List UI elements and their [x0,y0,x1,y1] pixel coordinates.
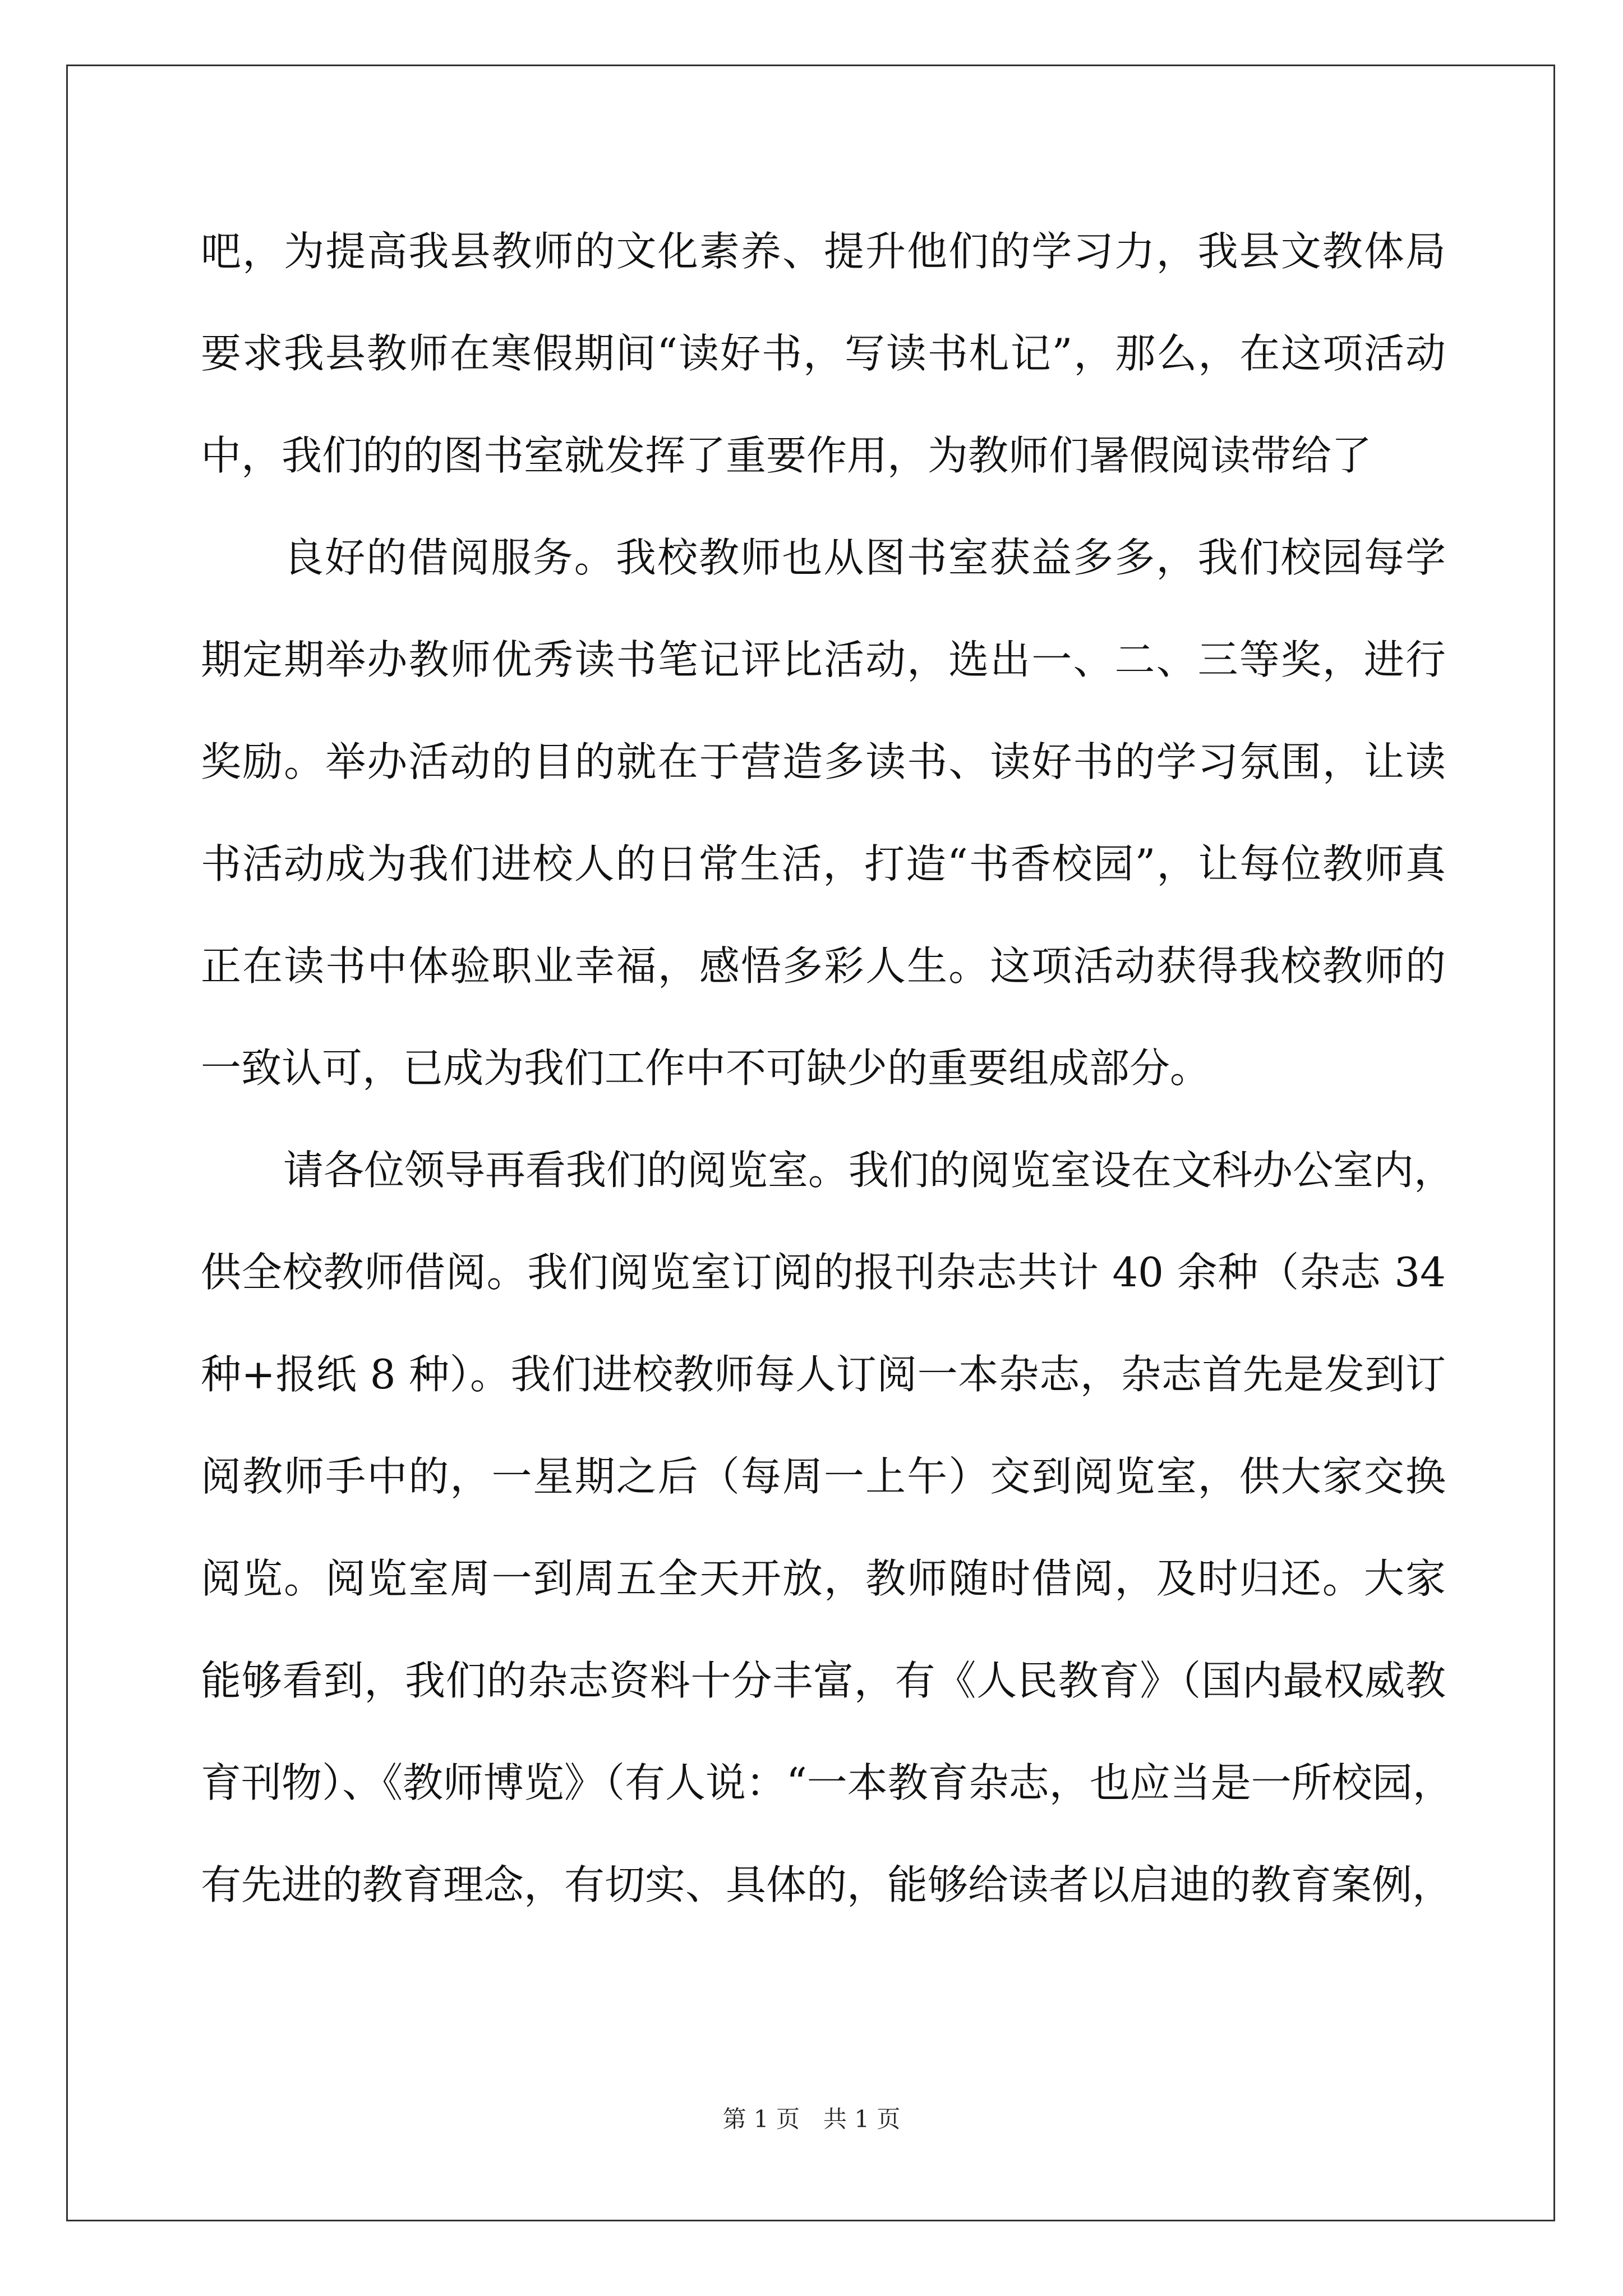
text-line: 吧，为提高我县教师的文化素养、提升他们的学习力，我县文教体局 [201,228,1446,275]
text-line: 阅教师手中的，一星期之后（每周一上午）交到阅览室，供大家交换 [201,1453,1446,1500]
page-number-footer: 第 1 页 共 1 页 [722,2105,901,2133]
text-line: 阅览。阅览室周一到周五全天开放，教师随时借阅，及时归还。大家 [201,1555,1446,1602]
text-line: 奖励。举办活动的目的就在于营造多读书、读好书的学习氛围，让读 [201,738,1446,785]
text-line: 正在读书中体验职业幸福，感悟多彩人生。这项活动获得我校教师的 [201,942,1446,990]
text-line: 一致认可，已成为我们工作中不可缺少的重要组成部分。 [201,1045,1211,1092]
text-line: 请各位领导再看我们的阅览室。我们的阅览室设在文科办公室内， [283,1147,1455,1194]
text-line: 供全校教师借阅。我们阅览室订阅的报刊杂志共计 40 余种（杂志 34 [201,1249,1446,1296]
text-line: 种+报纸 8 种）。我们进校教师每人订阅一本杂志，杂志首先是发到订 [201,1351,1446,1398]
text-line: 中，我们的的图书室就发挥了重要作用，为教师们暑假阅读带给了 [201,432,1372,479]
text-line: 书活动成为我们进校人的日常生活，打造“书香校园”，让每位教师真 [201,840,1446,887]
text-line: 良好的借阅服务。我校教师也从图书室获益多多，我们校园每学 [283,534,1446,581]
text-line: 能够看到，我们的杂志资料十分丰富，有《人民教育》（国内最权威教 [201,1657,1446,1704]
text-line: 要求我县教师在寒假期间“读好书，写读书札记”，那么，在这项活动 [201,330,1446,377]
text-line: 有先进的教育理念，有切实、具体的，能够给读者以启迪的教育案例， [201,1861,1453,1908]
text-line: 育刊物）、《教师博览》（有人说：“一本教育杂志，也应当是一所校园， [201,1759,1453,1806]
text-line: 期定期举办教师优秀读书笔记评比活动，选出一、二、三等奖，进行 [201,636,1446,683]
